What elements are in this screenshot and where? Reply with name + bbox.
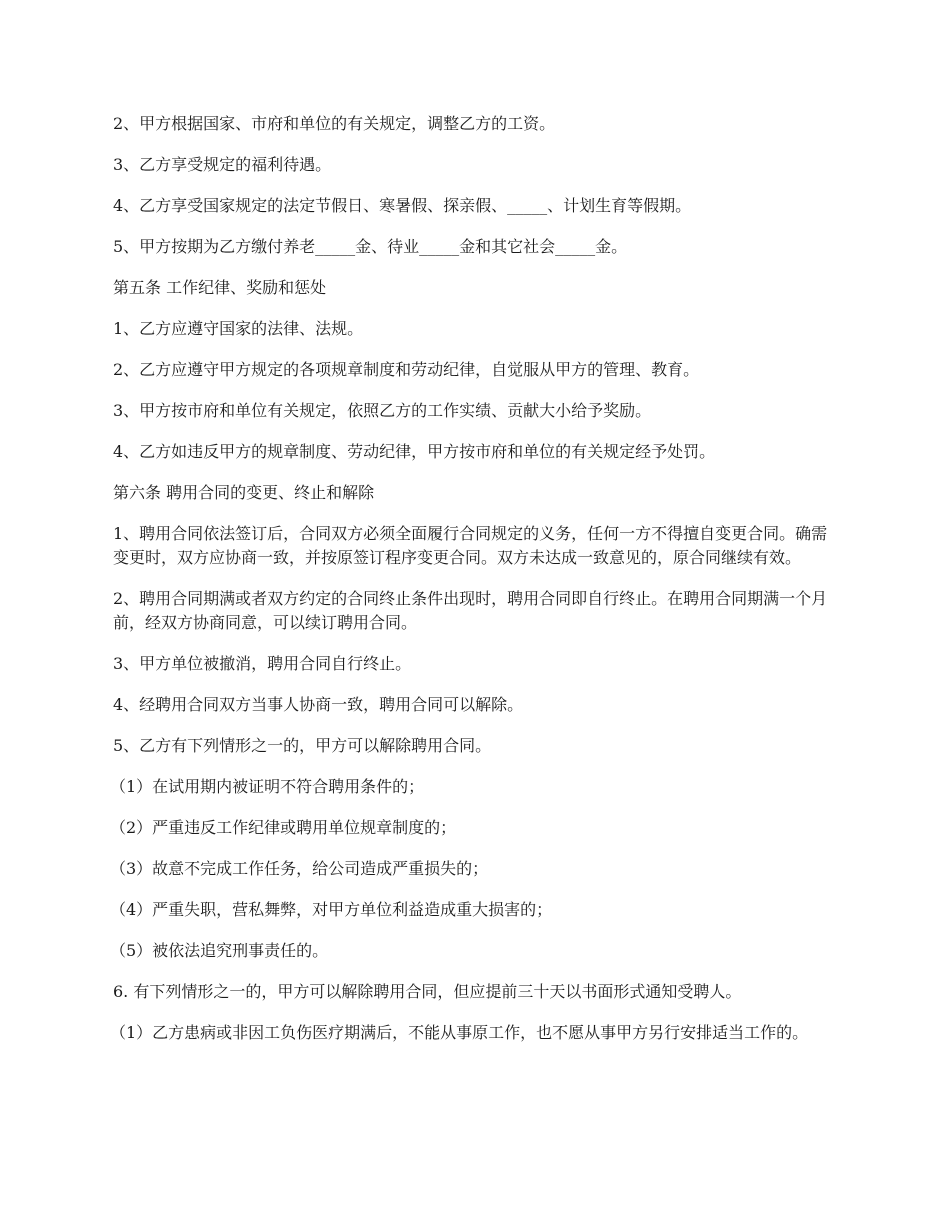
list-item-task-failure: （3）故意不完成工作任务，给公司造成严重损失的； <box>110 859 489 878</box>
paragraph-notice-termination: 6. 有下列情形之一的，甲方可以解除聘用合同，但应提前三十天以书面形式通知受聘人。 <box>113 982 742 1001</box>
list-item-discipline: （2）严重违反工作纪律或聘用单位规章制度的； <box>110 818 457 837</box>
paragraph-contract-expiry: 2、聘用合同期满或者双方约定的合同终止条件出现时，聘用合同即自行终止。在聘用合同期满一个月前，经双方协商同意，可以续订聘用合同。 <box>113 589 828 632</box>
paragraph-wage-adjustment: 2、甲方根据国家、市府和单位的有关规定，调整乙方的工资。 <box>113 114 556 133</box>
paragraph-holidays: 4、乙方享受国家规定的法定节假日、寒暑假、探亲假、_____、计划生育等假期。 <box>113 196 692 215</box>
paragraph-rewards: 3、甲方按市府和单位有关规定，依照乙方的工作实绩、贡献大小给予奖励。 <box>113 401 652 420</box>
list-item-misconduct: （4）严重失职，营私舞弊，对甲方单位利益造成重大损害的； <box>110 900 553 919</box>
paragraph-welfare: 3、乙方享受规定的福利待遇。 <box>113 155 332 174</box>
document-body <box>110 112 843 1062</box>
paragraph-obey-laws: 1、乙方应遵守国家的法律、法规。 <box>113 319 364 338</box>
article-6-heading: 第六条 聘用合同的变更、终止和解除 <box>113 483 375 502</box>
paragraph-mutual-termination: 4、经聘用合同双方当事人协商一致，聘用合同可以解除。 <box>113 695 524 714</box>
list-item-probation: （1）在试用期内被证明不符合聘用条件的； <box>110 777 425 796</box>
list-item-illness: （1）乙方患病或非因工负伤医疗期满后，不能从事原工作，也不愿从事甲方另行安排适当工作的。 <box>110 1023 809 1042</box>
paragraph-contract-change: 1、聘用合同依法签订后，合同双方必须全面履行合同规定的义务，任何一方不得擅自变更合同。确需变更时，双方应协商一致，并按原签订程序变更合同。双方未达成一致意见的，原合同继续有效。 <box>113 524 828 567</box>
paragraph-obey-rules: 2、乙方应遵守甲方规定的各项规章制度和劳动纪律，自觉服从甲方的管理、教育。 <box>113 360 700 379</box>
list-item-criminal: （5）被依法追究刑事责任的。 <box>110 941 329 960</box>
article-5-heading: 第五条 工作纪律、奖励和惩处 <box>113 278 327 297</box>
paragraph-termination-conditions: 5、乙方有下列情形之一的，甲方可以解除聘用合同。 <box>113 736 492 755</box>
paragraph-unit-revoked: 3、甲方单位被撤消，聘用合同自行终止。 <box>113 654 412 673</box>
paragraph-social-insurance: 5、甲方按期为乙方缴付养老_____金、待业_____金和其它社会_____金。 <box>113 237 628 256</box>
paragraph-penalties: 4、乙方如违反甲方的规章制度、劳动纪律，甲方按市府和单位的有关规定经予处罚。 <box>113 442 716 461</box>
